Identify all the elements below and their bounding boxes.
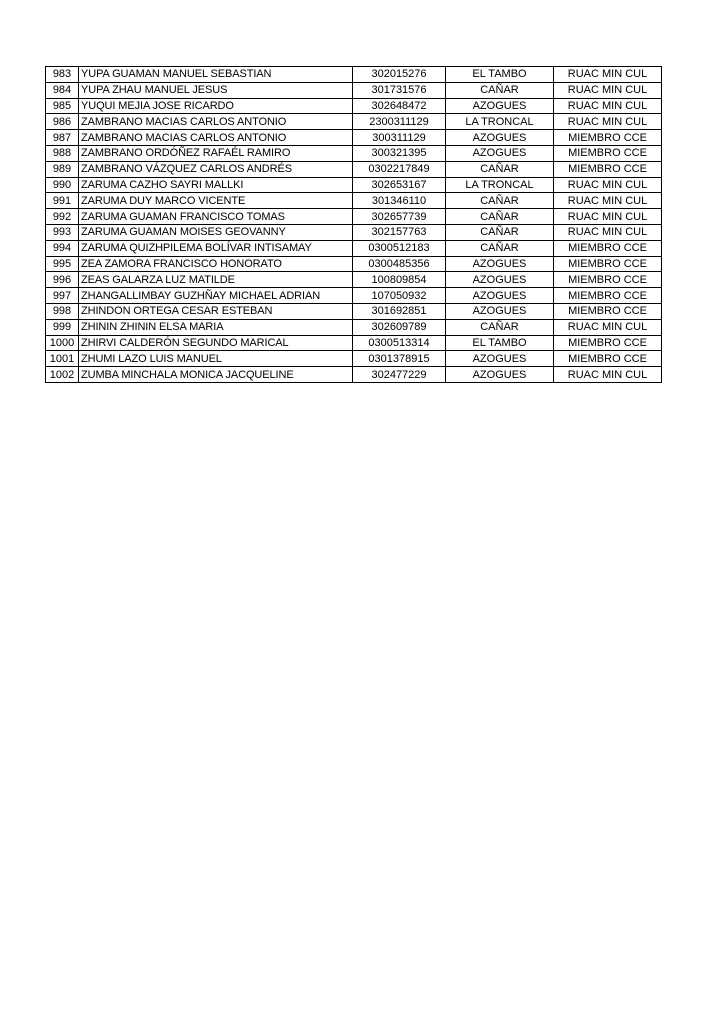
category: RUAC MIN CUL bbox=[554, 82, 662, 98]
row-number: 989 bbox=[46, 161, 79, 177]
id-number: 0300513314 bbox=[353, 335, 446, 351]
id-number: 0300512183 bbox=[353, 240, 446, 256]
id-number: 302477229 bbox=[353, 367, 446, 383]
member-name: ZARUMA GUAMAN FRANCISCO TOMAS bbox=[79, 209, 353, 225]
row-number: 997 bbox=[46, 288, 79, 304]
city: AZOGUES bbox=[446, 98, 554, 114]
row-number: 991 bbox=[46, 193, 79, 209]
row-number: 985 bbox=[46, 98, 79, 114]
id-number: 302657739 bbox=[353, 209, 446, 225]
table-row bbox=[46, 240, 662, 256]
city: CAÑAR bbox=[446, 240, 554, 256]
member-name: ZAMBRANO ORDÓÑEZ RAFAÉL RAMIRO bbox=[79, 145, 353, 161]
member-name: ZAMBRANO MACIAS CARLOS ANTONIO bbox=[79, 114, 353, 130]
category: RUAC MIN CUL bbox=[554, 319, 662, 335]
member-name: ZARUMA GUAMAN MOISES GEOVANNY bbox=[79, 224, 353, 240]
row-number: 994 bbox=[46, 240, 79, 256]
city: LA TRONCAL bbox=[446, 177, 554, 193]
city: AZOGUES bbox=[446, 367, 554, 383]
row-number: 983 bbox=[46, 67, 79, 83]
table-row bbox=[46, 303, 662, 319]
member-name: ZUMBA MINCHALA MONICA JACQUELINE bbox=[79, 367, 353, 383]
member-name: ZHININ ZHININ ELSA MARIA bbox=[79, 319, 353, 335]
category: MIEMBRO CCE bbox=[554, 161, 662, 177]
category: MIEMBRO CCE bbox=[554, 256, 662, 272]
table-row bbox=[46, 319, 662, 335]
row-number: 987 bbox=[46, 130, 79, 146]
row-number: 999 bbox=[46, 319, 79, 335]
category: MIEMBRO CCE bbox=[554, 240, 662, 256]
table-row bbox=[46, 130, 662, 146]
id-number: 300321395 bbox=[353, 145, 446, 161]
id-number: 302609789 bbox=[353, 319, 446, 335]
member-name: ZAMBRANO VÁZQUEZ CARLOS ANDRÉS bbox=[79, 161, 353, 177]
table-row bbox=[46, 272, 662, 288]
row-number: 1001 bbox=[46, 351, 79, 367]
row-number: 984 bbox=[46, 82, 79, 98]
id-number: 302157763 bbox=[353, 224, 446, 240]
row-number: 996 bbox=[46, 272, 79, 288]
city: AZOGUES bbox=[446, 272, 554, 288]
id-number: 0301378915 bbox=[353, 351, 446, 367]
category: RUAC MIN CUL bbox=[554, 67, 662, 83]
row-number: 988 bbox=[46, 145, 79, 161]
city: AZOGUES bbox=[446, 130, 554, 146]
city: CAÑAR bbox=[446, 193, 554, 209]
member-table-body bbox=[46, 67, 662, 383]
category: RUAC MIN CUL bbox=[554, 224, 662, 240]
category: MIEMBRO CCE bbox=[554, 288, 662, 304]
city: CAÑAR bbox=[446, 319, 554, 335]
id-number: 302015276 bbox=[353, 67, 446, 83]
member-name: ZARUMA CAZHO SAYRI MALLKI bbox=[79, 177, 353, 193]
row-number: 995 bbox=[46, 256, 79, 272]
table-row bbox=[46, 161, 662, 177]
member-name: ZHANGALLIMBAY GUZHÑAY MICHAEL ADRIAN bbox=[79, 288, 353, 304]
id-number: 2300311129 bbox=[353, 114, 446, 130]
city: CAÑAR bbox=[446, 209, 554, 225]
table-row bbox=[46, 177, 662, 193]
category: MIEMBRO CCE bbox=[554, 130, 662, 146]
id-number: 301346110 bbox=[353, 193, 446, 209]
table-row bbox=[46, 351, 662, 367]
city: EL TAMBO bbox=[446, 67, 554, 83]
category: MIEMBRO CCE bbox=[554, 335, 662, 351]
member-name: ZAMBRANO MACIAS CARLOS ANTONIO bbox=[79, 130, 353, 146]
id-number: 107050932 bbox=[353, 288, 446, 304]
table-row bbox=[46, 367, 662, 383]
table-row bbox=[46, 82, 662, 98]
category: RUAC MIN CUL bbox=[554, 367, 662, 383]
table-row bbox=[46, 224, 662, 240]
city: CAÑAR bbox=[446, 224, 554, 240]
row-number: 993 bbox=[46, 224, 79, 240]
table-row bbox=[46, 193, 662, 209]
table-row bbox=[46, 114, 662, 130]
city: CAÑAR bbox=[446, 82, 554, 98]
member-name: ZHIRVI CALDERÓN SEGUNDO MARICAL bbox=[79, 335, 353, 351]
city: EL TAMBO bbox=[446, 335, 554, 351]
member-name: YUPA ZHAU MANUEL JESUS bbox=[79, 82, 353, 98]
category: RUAC MIN CUL bbox=[554, 114, 662, 130]
member-name: ZEAS GALARZA LUZ MATILDE bbox=[79, 272, 353, 288]
id-number: 301731576 bbox=[353, 82, 446, 98]
id-number: 302653167 bbox=[353, 177, 446, 193]
member-name: ZARUMA DUY MARCO VICENTE bbox=[79, 193, 353, 209]
city: AZOGUES bbox=[446, 303, 554, 319]
id-number: 100809854 bbox=[353, 272, 446, 288]
member-name: YUQUI MEJIA JOSE RICARDO bbox=[79, 98, 353, 114]
table-row bbox=[46, 67, 662, 83]
category: RUAC MIN CUL bbox=[554, 177, 662, 193]
table-row bbox=[46, 335, 662, 351]
row-number: 992 bbox=[46, 209, 79, 225]
category: RUAC MIN CUL bbox=[554, 193, 662, 209]
category: MIEMBRO CCE bbox=[554, 303, 662, 319]
city: CAÑAR bbox=[446, 161, 554, 177]
row-number: 990 bbox=[46, 177, 79, 193]
row-number: 986 bbox=[46, 114, 79, 130]
table-row bbox=[46, 209, 662, 225]
row-number: 1000 bbox=[46, 335, 79, 351]
id-number: 300311129 bbox=[353, 130, 446, 146]
category: MIEMBRO CCE bbox=[554, 145, 662, 161]
id-number: 0300485356 bbox=[353, 256, 446, 272]
row-number: 1002 bbox=[46, 367, 79, 383]
city: LA TRONCAL bbox=[446, 114, 554, 130]
category: RUAC MIN CUL bbox=[554, 209, 662, 225]
table-row bbox=[46, 145, 662, 161]
category: MIEMBRO CCE bbox=[554, 272, 662, 288]
city: AZOGUES bbox=[446, 288, 554, 304]
member-table bbox=[45, 66, 662, 383]
member-name: ZHINDON ORTEGA CESAR ESTEBAN bbox=[79, 303, 353, 319]
category: MIEMBRO CCE bbox=[554, 351, 662, 367]
member-name: ZHUMI LAZO LUIS MANUEL bbox=[79, 351, 353, 367]
table-row bbox=[46, 288, 662, 304]
member-name: ZARUMA QUIZHPILEMA BOLÍVAR INTISAMAY bbox=[79, 240, 353, 256]
member-name: YUPA GUAMAN MANUEL SEBASTIAN bbox=[79, 67, 353, 83]
id-number: 302648472 bbox=[353, 98, 446, 114]
table-row bbox=[46, 256, 662, 272]
member-name: ZEA ZAMORA FRANCISCO HONORATO bbox=[79, 256, 353, 272]
table-row bbox=[46, 98, 662, 114]
id-number: 0302217849 bbox=[353, 161, 446, 177]
id-number: 301692851 bbox=[353, 303, 446, 319]
city: AZOGUES bbox=[446, 256, 554, 272]
city: AZOGUES bbox=[446, 145, 554, 161]
category: RUAC MIN CUL bbox=[554, 98, 662, 114]
row-number: 998 bbox=[46, 303, 79, 319]
city: AZOGUES bbox=[446, 351, 554, 367]
